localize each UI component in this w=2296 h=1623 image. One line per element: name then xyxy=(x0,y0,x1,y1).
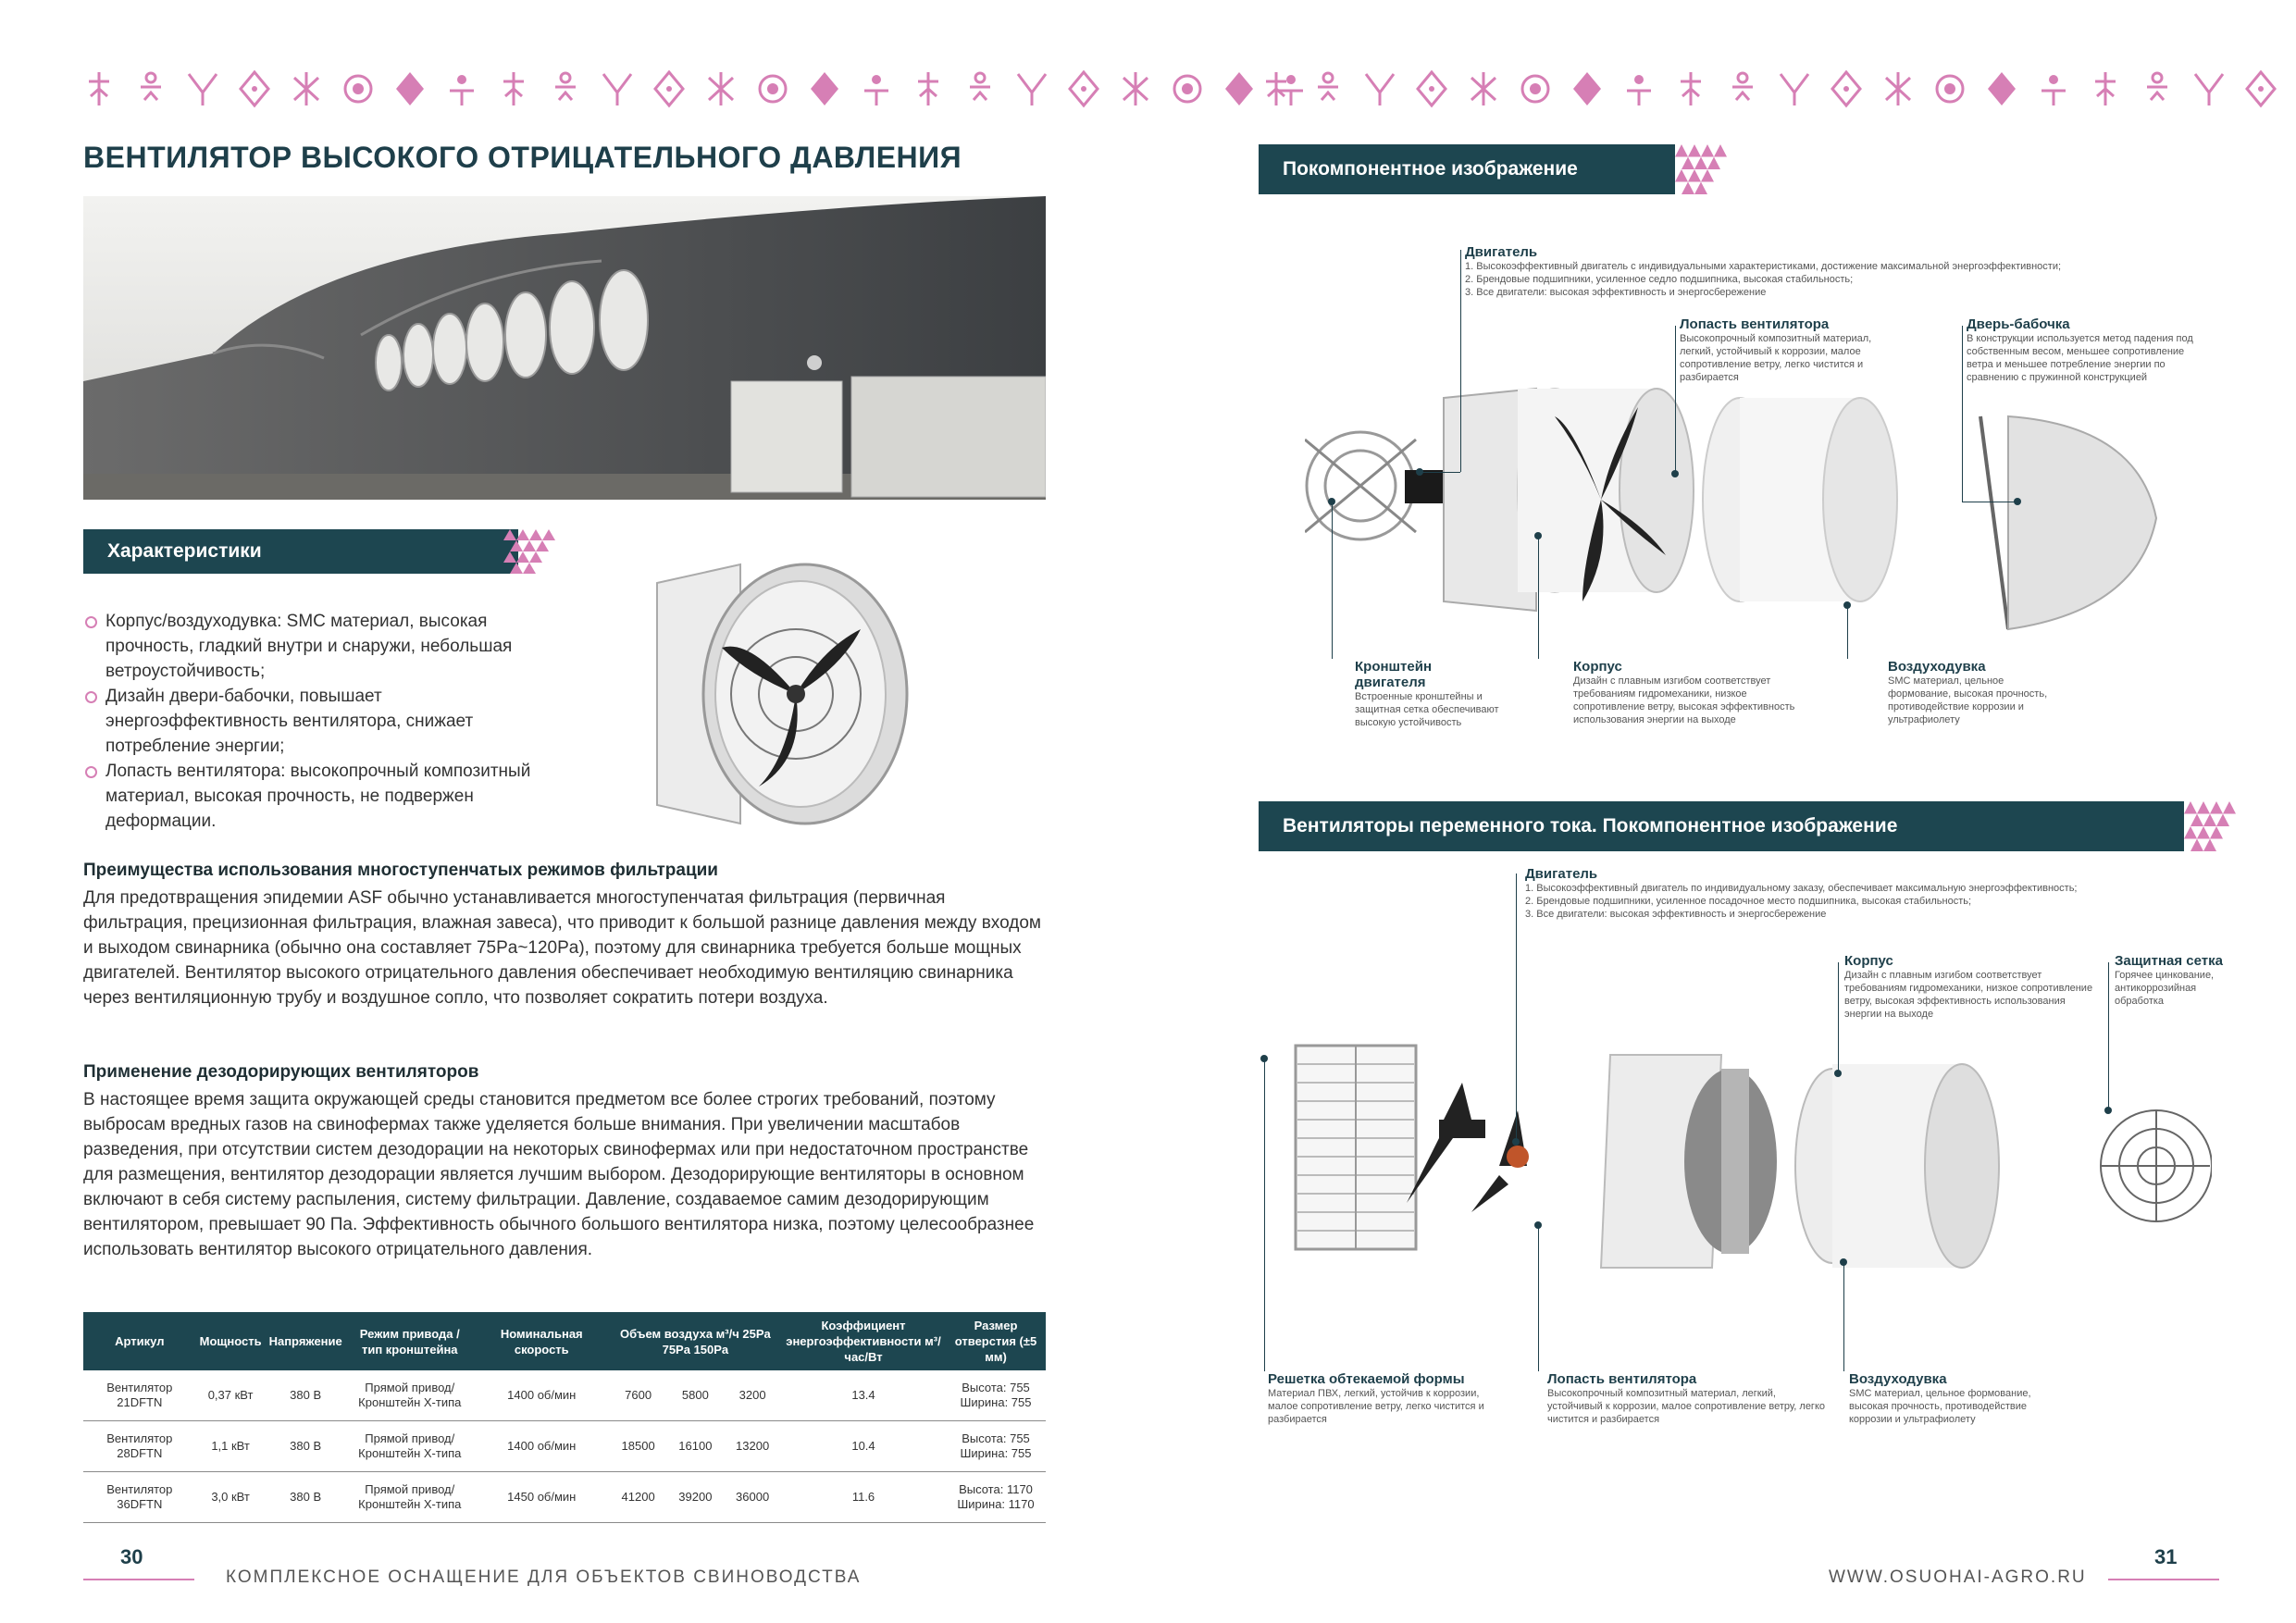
section-text-deodorizing: В настоящее время защита окружающей среды становится предметом все более строгих требований, поэтому выбросам вредных газов на свинофермах также уделяется больше внимания. При увеличении масштабов разведения, при отсутствии систем дезодорации на некоторых свинофермах или при недостаточном пространстве для размещения, вентилятор дезодорации является лучшим выбором. Дезодорирующие вентиляторы в основном включают в себя систему распыления, систему фильтрации. Давление, создаваемое самим дезодорирующим вентилятором, превышает 90 Па. Эффективность обычного большого вентилятора низка, поэтому целесообразнее использовать вентилятор высокого отрицательного давления. xyxy=(83,1090,1035,1259)
cell-voltage: 380 В xyxy=(266,1421,346,1472)
label-door-top xyxy=(1967,316,2207,384)
ornament-icon xyxy=(548,68,583,109)
section-title-deodorizing: Применение дезодорирующих вентиляторов xyxy=(83,1062,479,1082)
label-housing-top xyxy=(1573,659,1805,726)
label-motor-bottom xyxy=(1525,866,2191,921)
ornament-icon xyxy=(911,68,946,109)
col-header: Размер отверстия (±5 мм) xyxy=(946,1312,1046,1370)
ornament-icon xyxy=(496,68,531,109)
label-blade-top xyxy=(1680,316,1906,384)
size-height: Высота: 755 xyxy=(962,1381,1030,1394)
ornament-row-left xyxy=(81,61,1309,117)
label-title: Двигатель xyxy=(1465,244,1538,260)
label-title: Кронштейн двигателя xyxy=(1355,659,1433,690)
footer-divider-right xyxy=(2108,1579,2219,1580)
list-item: Дизайн двери-бабочки, повышает энергоэффективность вентилятора, снижает потребление энергии; xyxy=(83,684,565,759)
cell-air-150: 3200 xyxy=(724,1370,781,1421)
cell-size xyxy=(946,1370,1046,1421)
characteristics-list xyxy=(83,609,565,834)
leader-dot xyxy=(1512,1138,1520,1146)
leader-dot xyxy=(1834,1070,1842,1077)
label-item: 2. Брендовые подшипники, усиленное седло подшипника, высокая стабильность; xyxy=(1465,274,1854,285)
size-height: Высота: 755 xyxy=(962,1431,1030,1445)
barn-photo xyxy=(83,196,1046,500)
col-header: Объем воздуха м³/ч 25Pa 75Pa 150Pa xyxy=(610,1312,781,1370)
ornament-icon xyxy=(133,68,168,109)
cell-drive: Прямой привод/ Кронштейн Х-типа xyxy=(346,1421,474,1472)
label-title: Лопасть вентилятора xyxy=(1547,1371,1697,1387)
cell-voltage: 380 В xyxy=(266,1370,346,1421)
ornament-icon xyxy=(2036,68,2071,109)
leader-line xyxy=(1843,1262,1844,1371)
label-text: Встроенные кронштейны и защитная сетка обеспечивают высокую устойчивость xyxy=(1355,691,1499,728)
leader-dot xyxy=(2014,498,2021,505)
label-text: Материал ПВХ, легкий, устойчив к коррозии, малое сопротивление ветру, легко чистится и разбирается xyxy=(1268,1388,1484,1425)
triangle-pattern-icon xyxy=(503,529,555,574)
leader-dot xyxy=(1671,470,1679,477)
ornament-icon xyxy=(1518,68,1553,109)
ornament-icon xyxy=(1310,68,1346,109)
ornament-icon xyxy=(1570,68,1605,109)
label-housing-bottom xyxy=(1844,953,2099,1021)
leader-line xyxy=(1675,326,1676,474)
label-text: Высокопрочный композитный материал, легкий, устойчивый к коррозии, малое сопротивление ветру, легко чистится и разбирается xyxy=(1680,333,1872,383)
label-item: 3. Все двигатели: высокая эффективность и энергосбережение xyxy=(1525,909,1827,920)
cell-air-25: 7600 xyxy=(610,1370,667,1421)
leader-line xyxy=(1538,1225,1539,1371)
col-header: Мощность xyxy=(196,1312,266,1370)
ornament-icon xyxy=(807,68,842,109)
ornament-icon xyxy=(2140,68,2175,109)
triangle-pattern-icon xyxy=(1675,144,1727,194)
label-blower-top xyxy=(1888,659,2054,726)
cell-air-25: 41200 xyxy=(610,1472,667,1523)
ornament-icon xyxy=(1014,68,1049,109)
characteristics-header-bar xyxy=(83,529,518,574)
ac-exploded-header-label: Вентиляторы переменного тока. Покомпонентное изображение xyxy=(1283,815,1898,836)
characteristics-header-label: Характеристики xyxy=(107,540,262,562)
ornament-row-right xyxy=(1259,61,2296,117)
ornament-icon xyxy=(1118,68,1153,109)
label-bracket-top xyxy=(1355,659,1503,729)
ornament-icon xyxy=(1259,68,1294,109)
ornament-icon xyxy=(1829,68,1864,109)
col-header: Номинальная скорость xyxy=(474,1312,610,1370)
label-title: Лопасть вентилятора xyxy=(1680,316,1830,332)
ornament-icon xyxy=(444,68,479,109)
ornament-icon xyxy=(600,68,635,109)
cell-power: 0,37 кВт xyxy=(196,1370,266,1421)
section-text-filtration: Для предотвращения эпидемии ASF обычно устанавливается многоступенчатая фильтрация (первичная фильтрация, прецизионная фильтрация, влажная завеса), что приводит к большой разнице давления между входом и выходом свинарника (обычно она составляет 75Pa~120Pa), поэтому для свинарника требуется больше мощных двигателей. Вентилятор высокого отрицательного давления обеспечивает необходимую вентиляцию свинарника через вентиляционную трубу и воздушное сопло, что позволяет сократить потери воздуха. xyxy=(83,888,1041,1008)
spec-table xyxy=(83,1312,1046,1523)
cell-air-75: 16100 xyxy=(667,1421,725,1472)
cell-power: 3,0 кВт xyxy=(196,1472,266,1523)
triangle-pattern-icon xyxy=(2184,801,2236,851)
size-height: Высота: 1170 xyxy=(959,1482,1033,1496)
cell-drive: Прямой привод/ Кронштейн Х-типа xyxy=(346,1370,474,1421)
website-link[interactable]: WWW.OSUOHAI-AGRO.RU xyxy=(1829,1567,2087,1587)
leader-line xyxy=(1332,502,1333,659)
label-item: 1. Высокоэффективный двигатель с индивидуальными характеристиками, достижение максимальной энергоэффективности; xyxy=(1465,261,2062,272)
col-header: Коэффициент энергоэффективности м³/час/Вт xyxy=(781,1312,946,1370)
exploded-diagram-top xyxy=(1305,370,2212,675)
label-motor-top xyxy=(1465,244,2205,299)
cell-efficiency: 10.4 xyxy=(781,1421,946,1472)
col-header: Режим привода / тип кронштейна xyxy=(346,1312,474,1370)
ornament-icon xyxy=(341,68,376,109)
leader-dot xyxy=(2104,1107,2112,1114)
ornament-icon xyxy=(1984,68,2019,109)
ornament-icon xyxy=(1880,68,1916,109)
ornament-icon xyxy=(859,68,894,109)
ornament-icon xyxy=(1673,68,1708,109)
cell-efficiency: 11.6 xyxy=(781,1472,946,1523)
label-text: Горячее цинкование, антикоррозийная обработка xyxy=(2115,970,2215,1007)
ornament-icon xyxy=(755,68,790,109)
ornament-icon xyxy=(289,68,324,109)
size-width: Ширина: 755 xyxy=(960,1446,1032,1460)
cell-size xyxy=(946,1472,1046,1523)
label-text: SMC материал, цельное формование, высокая прочность, противодействие коррозии и ультрафиолету xyxy=(1888,675,2048,725)
ornament-icon xyxy=(1066,68,1101,109)
leader-line xyxy=(1838,962,1839,1073)
exploded-view-header-bar xyxy=(1259,144,1675,194)
ornament-icon xyxy=(2088,68,2123,109)
footer-divider-left xyxy=(83,1579,194,1580)
cell-size xyxy=(946,1421,1046,1472)
ornament-icon xyxy=(1222,68,1257,109)
ornament-icon xyxy=(392,68,428,109)
label-item: 3. Все двигатели: высокая эффективность и энергосбережение xyxy=(1465,287,1767,298)
col-header: Артикул xyxy=(83,1312,196,1370)
ornament-icon xyxy=(185,68,220,109)
label-text: В конструкции используется метод падения под собственным весом, меньшее сопротивление ветра и меньшее потребление энергии по сравнению с пружинной конструкцией xyxy=(1967,333,2193,383)
leader-line xyxy=(2108,962,2109,1110)
ornament-icon xyxy=(1466,68,1501,109)
label-blade-bottom xyxy=(1547,1371,1825,1426)
ornament-icon xyxy=(1932,68,1967,109)
label-grille-bottom xyxy=(1268,1371,1490,1426)
label-title: Корпус xyxy=(1844,953,1893,969)
cell-article: Вентилятор 28DFTN xyxy=(83,1421,196,1472)
label-title: Дверь-бабочка xyxy=(1967,316,2070,332)
label-blower-bottom xyxy=(1849,1371,2071,1426)
label-item: 1. Высокоэффективный двигатель по индивидуальному заказу, обеспечивает максимальную энергоэффективность; xyxy=(1525,883,2078,894)
label-text: Высокопрочный композитный материал, легкий, устойчивый к коррозии, малое сопротивление ветру, легко чистится и разбирается xyxy=(1547,1388,1826,1425)
leader-line xyxy=(1516,873,1517,1142)
page-number-right: 31 xyxy=(2154,1545,2178,1568)
ornament-icon xyxy=(1621,68,1657,109)
leader-line xyxy=(1460,250,1461,472)
label-title: Корпус xyxy=(1573,659,1622,675)
cell-article: Вентилятор 21DFTN xyxy=(83,1370,196,1421)
page-title: ВЕНТИЛЯТОР ВЫСОКОГО ОТРИЦАТЕЛЬНОГО ДАВЛЕНИЯ xyxy=(83,141,962,174)
cell-air-150: 36000 xyxy=(724,1472,781,1523)
label-text: SMC материал, цельное формование, высокая прочность, противодействие коррозии и ультрафиолету xyxy=(1849,1388,2031,1425)
table-header-row xyxy=(83,1312,1046,1370)
ornament-icon xyxy=(2243,68,2278,109)
ornament-icon xyxy=(1170,68,1205,109)
exploded-diagram-bottom xyxy=(1277,1027,2212,1295)
fan-product-image xyxy=(648,555,916,833)
label-guard-bottom xyxy=(2115,953,2235,1008)
exploded-view-header-label: Покомпонентное изображение xyxy=(1283,158,1578,180)
label-text: Дизайн с плавным изгибом соответствует требованиям гидромеханики, низкое сопротивление ветру, высокая эффективность использования энергии на выходе xyxy=(1573,675,1795,725)
label-title: Воздуходувка xyxy=(1888,659,1986,675)
ornament-icon xyxy=(962,68,998,109)
ornament-icon xyxy=(703,68,738,109)
label-title: Решетка обтекаемой формы xyxy=(1268,1371,1465,1387)
footer-text: КОМПЛЕКСНОЕ ОСНАЩЕНИЕ ДЛЯ ОБЪЕКТОВ СВИНОВОДСТВА xyxy=(226,1567,862,1587)
ornament-icon xyxy=(1362,68,1397,109)
size-width: Ширина: 755 xyxy=(960,1395,1032,1409)
list-item: Лопасть вентилятора: высокопрочный композитный материал, высокая прочность, не подвержен деформации. xyxy=(83,759,565,834)
ornament-icon xyxy=(652,68,687,109)
page-number-left: 30 xyxy=(120,1545,143,1568)
cell-article: Вентилятор 36DFTN xyxy=(83,1472,196,1523)
leader-line xyxy=(1264,1059,1265,1371)
leader-line xyxy=(1421,472,1460,473)
ornament-icon xyxy=(1414,68,1449,109)
leader-line xyxy=(1962,326,1963,502)
ac-exploded-header-bar xyxy=(1259,801,2184,851)
ornament-icon xyxy=(2191,68,2227,109)
ornament-icon xyxy=(81,68,117,109)
ornament-icon xyxy=(1777,68,1812,109)
table-row xyxy=(83,1472,1046,1523)
label-text: Дизайн с плавным изгибом соответствует требованиям гидромеханики, низкое сопротивление ветру, высокая эффективность использования энергии на выходе xyxy=(1844,970,2093,1020)
cell-speed: 1400 об/мин xyxy=(474,1370,610,1421)
cell-air-75: 39200 xyxy=(667,1472,725,1523)
label-title: Защитная сетка xyxy=(2115,953,2223,969)
col-header: Напряжение xyxy=(266,1312,346,1370)
cell-speed: 1400 об/мин xyxy=(474,1421,610,1472)
cell-drive: Прямой привод/ Кронштейн Х-типа xyxy=(346,1472,474,1523)
list-item: Корпус/воздуходувка: SMC материал, высокая прочность, гладкий внутри и снаружи, небольшая ветроустойчивость; xyxy=(83,609,565,684)
leader-line xyxy=(1538,536,1539,659)
cell-voltage: 380 В xyxy=(266,1472,346,1523)
section-title-filtration: Преимущества использования многоступенчатых режимов фильтрации xyxy=(83,861,718,880)
cell-speed: 1450 об/мин xyxy=(474,1472,610,1523)
cell-efficiency: 13.4 xyxy=(781,1370,946,1421)
label-title: Двигатель xyxy=(1525,866,1598,882)
cell-air-75: 5800 xyxy=(667,1370,725,1421)
table-row xyxy=(83,1370,1046,1421)
cell-power: 1,1 кВт xyxy=(196,1421,266,1472)
ornament-icon xyxy=(1725,68,1760,109)
size-width: Ширина: 1170 xyxy=(957,1497,1035,1511)
label-title: Воздуходувка xyxy=(1849,1371,1947,1387)
table-row xyxy=(83,1421,1046,1472)
cell-air-25: 18500 xyxy=(610,1421,667,1472)
leader-line xyxy=(1847,605,1848,659)
ornament-icon xyxy=(237,68,272,109)
cell-air-150: 13200 xyxy=(724,1421,781,1472)
label-item: 2. Брендовые подшипники, усиленное посадочное место подшипника, высокая стабильность; xyxy=(1525,896,1972,907)
